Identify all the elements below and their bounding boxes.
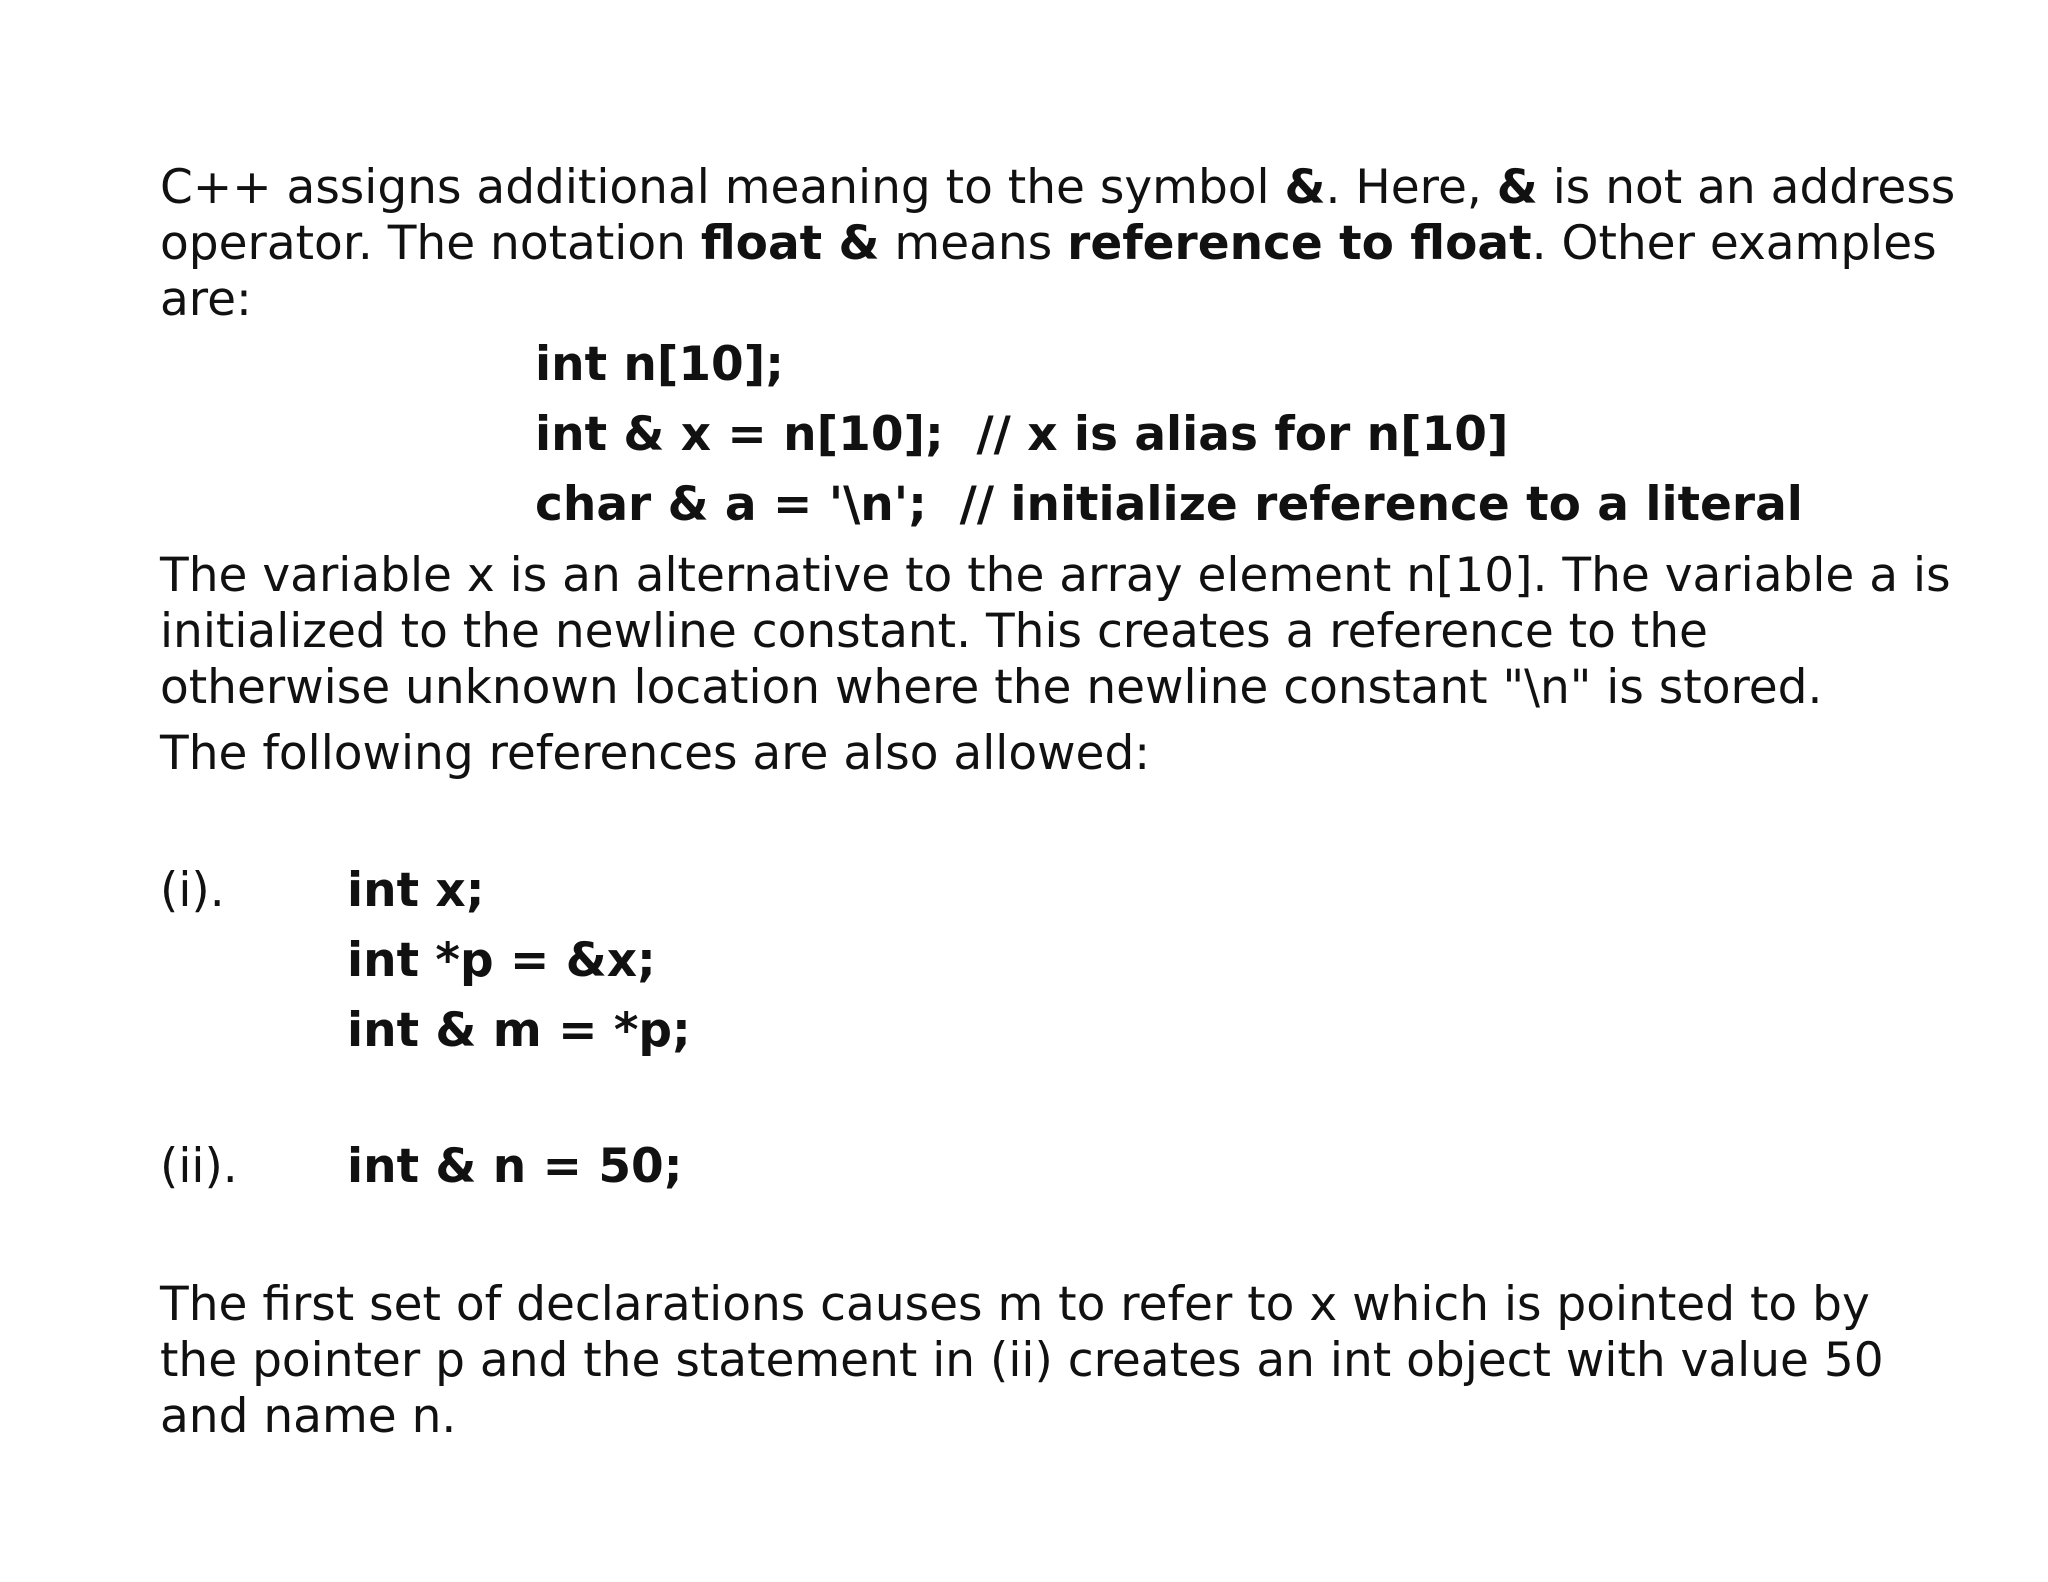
case-ii-label: (ii). bbox=[160, 1139, 238, 1194]
case-i-line-3: int & m = *p; bbox=[347, 1003, 691, 1058]
conclusion-line-1: The first set of declarations causes m to refer to x which is pointed to by bbox=[160, 1277, 1870, 1332]
conclusion-line-2: the pointer p and the statement in (ii) creates an int object with value 50 bbox=[160, 1333, 1884, 1388]
explanation-line-1: The variable x is an alternative to the array element n[10]. The variable a is bbox=[160, 548, 1951, 603]
explanation-line-3: otherwise unknown location where the newline constant "\n" is stored. bbox=[160, 660, 1823, 715]
intro-line-1: C++ assigns additional meaning to the symbol &. Here, & is not an address bbox=[160, 160, 1956, 215]
case-i-label: (i). bbox=[160, 863, 225, 918]
case-i-line-1: int x; bbox=[347, 863, 485, 918]
float-ref-notation: float & bbox=[700, 216, 880, 271]
ampersand-symbol: & bbox=[1496, 160, 1538, 215]
explanation-paragraph bbox=[160, 548, 1951, 716]
case-i-line-2: int *p = &x; bbox=[347, 933, 656, 988]
code-example-2: int & x = n[10]; // x is alias for n[10] bbox=[535, 407, 1509, 462]
code-example-1: int n[10]; bbox=[535, 337, 785, 392]
intro-line-3: are: bbox=[160, 272, 252, 327]
code-example-3: char & a = '\n'; // initialize reference to a literal bbox=[535, 477, 1803, 532]
conclusion-paragraph bbox=[160, 1277, 1920, 1445]
following-text: The following references are also allowed: bbox=[160, 726, 1151, 781]
intro-paragraph bbox=[160, 160, 1956, 328]
reference-to-float: reference to float bbox=[1067, 216, 1532, 271]
intro-line-2: operator. The notation float & means reference to float. Other examples bbox=[160, 216, 1937, 271]
ampersand-symbol: & bbox=[1284, 160, 1326, 215]
explanation-line-2: initialized to the newline constant. This creates a reference to the bbox=[160, 604, 1708, 659]
case-ii-line-1: int & n = 50; bbox=[347, 1139, 683, 1194]
conclusion-line-3: and name n. bbox=[160, 1389, 457, 1444]
